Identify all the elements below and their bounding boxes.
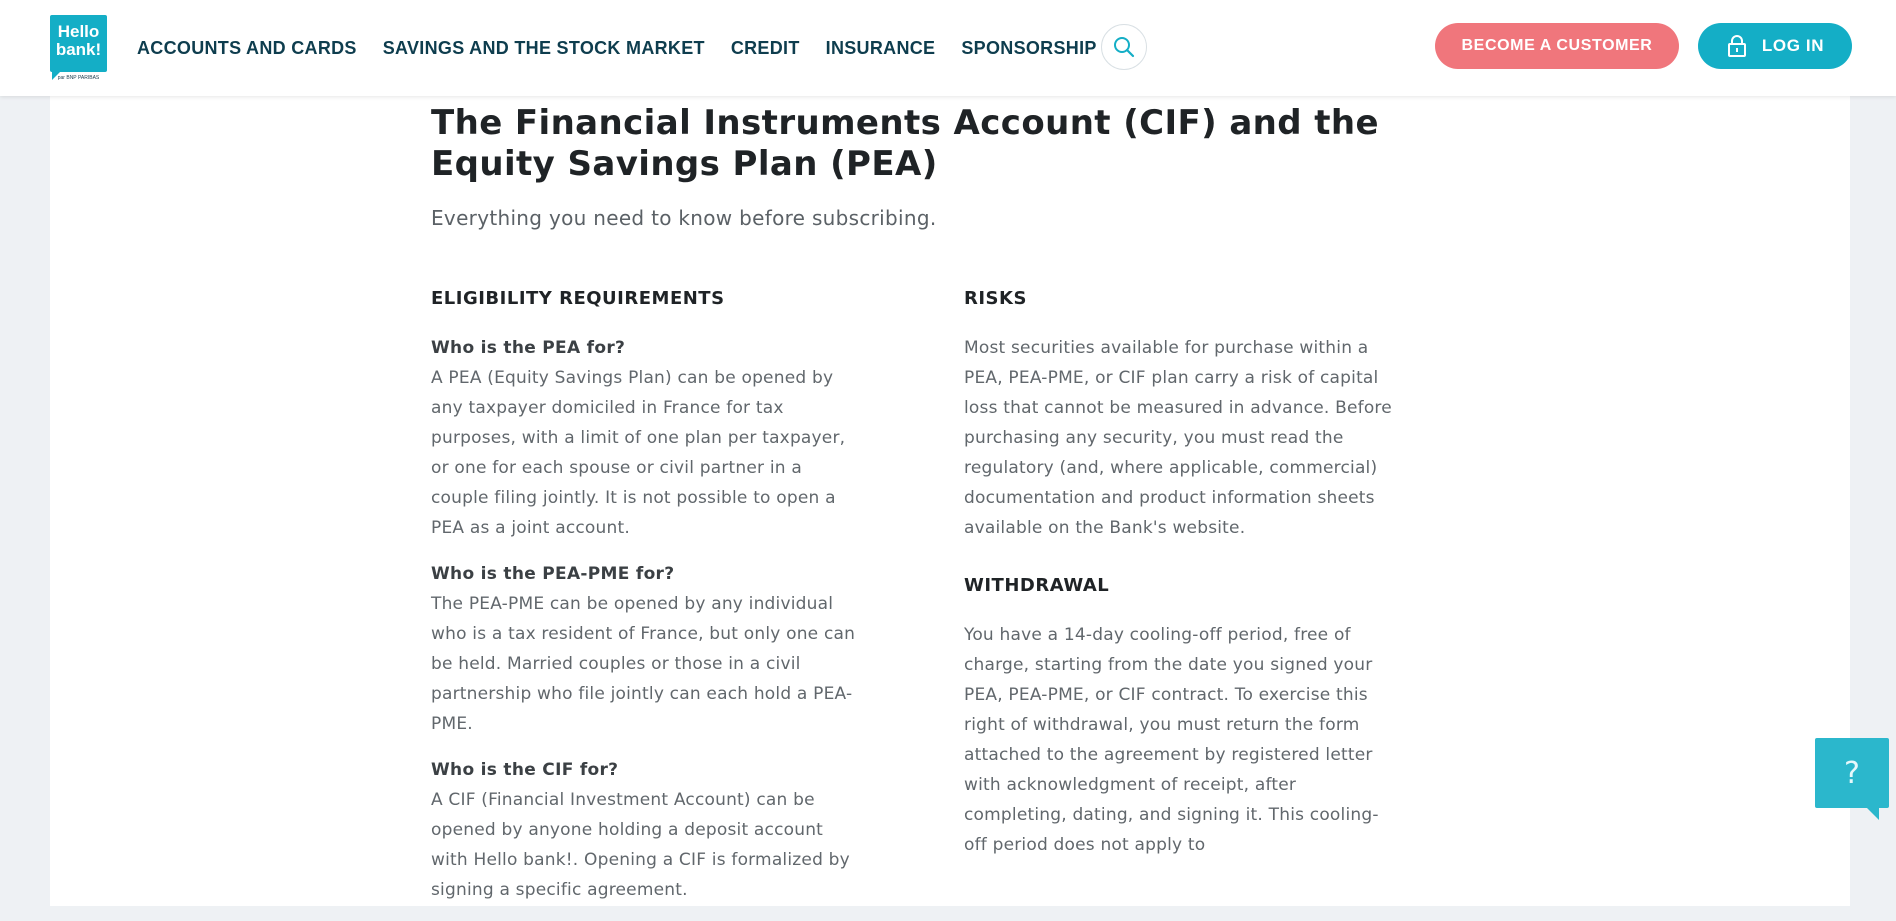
logo-text-line2: bank! (55, 40, 102, 59)
nav-insurance[interactable]: INSURANCE (825, 37, 936, 58)
page-title: The Financial Instruments Account (CIF) and the Equity Savings Plan (PEA) (431, 103, 1379, 184)
site-header (0, 0, 1896, 96)
pea-pme-question: Who is the PEA-PME for? (431, 564, 675, 584)
lock-icon (1726, 34, 1748, 58)
nav-savings-and-stock-market[interactable]: SAVINGS AND THE STOCK MARKET (382, 37, 705, 58)
logo-tagline: par BNP PARIBAS (57, 75, 100, 81)
pea-pme-answer: The PEA-PME can be opened by any individual who is a tax resident of France, but only one can be held. Married couples or those in a civil partnership who file jointly can each hold a PEA-PME. (431, 594, 856, 734)
eligibility-column (431, 288, 861, 921)
risks-withdrawal-column (964, 288, 1394, 892)
nav-sponsorship[interactable]: SPONSORSHIP (961, 37, 1097, 58)
hello-bank-logo[interactable] (50, 15, 107, 81)
risks-heading: RISKS (964, 288, 1027, 309)
become-customer-button[interactable]: BECOME A CUSTOMER (1435, 23, 1679, 69)
risks-text: Most securities available for purchase within a PEA, PEA-PME, or CIF plan carry a risk of capital loss that cannot be measured in advance. Before purchasing any security, you must read the regulatory (and, where applicable, commercial) documentation and product information sheets available on the Bank's website. (964, 338, 1392, 538)
login-label: LOG IN (1761, 36, 1825, 55)
pea-answer: A PEA (Equity Savings Plan) can be opened by any taxpayer domiciled in France for tax purposes, with a limit of one plan per taxpayer, or one for each spouse or civil partner in a couple filing jointly. It is not possible to open a PEA as a joint account. (431, 368, 846, 538)
nav-credit[interactable]: CREDIT (730, 37, 800, 58)
withdrawal-heading: WITHDRAWAL (964, 575, 1110, 596)
help-button[interactable] (1815, 738, 1889, 808)
search-icon (1113, 36, 1135, 58)
withdrawal-text: You have a 14-day cooling-off period, free of charge, starting from the date you signed your PEA, PEA-PME, or CIF contract. To exercise this right of withdrawal, you must return the form attached to the agreement by registered letter with acknowledgment of receipt, after completing, dating, and signing it. This cooling-off period does not apply to (964, 625, 1379, 855)
cif-question: Who is the CIF for? (431, 760, 619, 780)
main-navigation (137, 0, 1123, 96)
page-subtitle: Everything you need to know before subscribing. (431, 206, 937, 230)
cif-answer: A CIF (Financial Investment Account) can be opened by anyone holding a deposit account with Hello bank!. Opening a CIF is formalized by signing a specific agreement. (431, 790, 850, 900)
search-button[interactable] (1101, 24, 1147, 70)
login-button[interactable] (1698, 23, 1852, 69)
help-icon: ? (1844, 755, 1860, 791)
eligibility-heading: ELIGIBILITY REQUIREMENTS (431, 288, 725, 309)
logo-text-line1: Hello (57, 22, 100, 41)
pea-question: Who is the PEA for? (431, 338, 626, 358)
content-card (50, 96, 1850, 906)
nav-accounts-and-cards[interactable]: ACCOUNTS AND CARDS (137, 37, 357, 58)
